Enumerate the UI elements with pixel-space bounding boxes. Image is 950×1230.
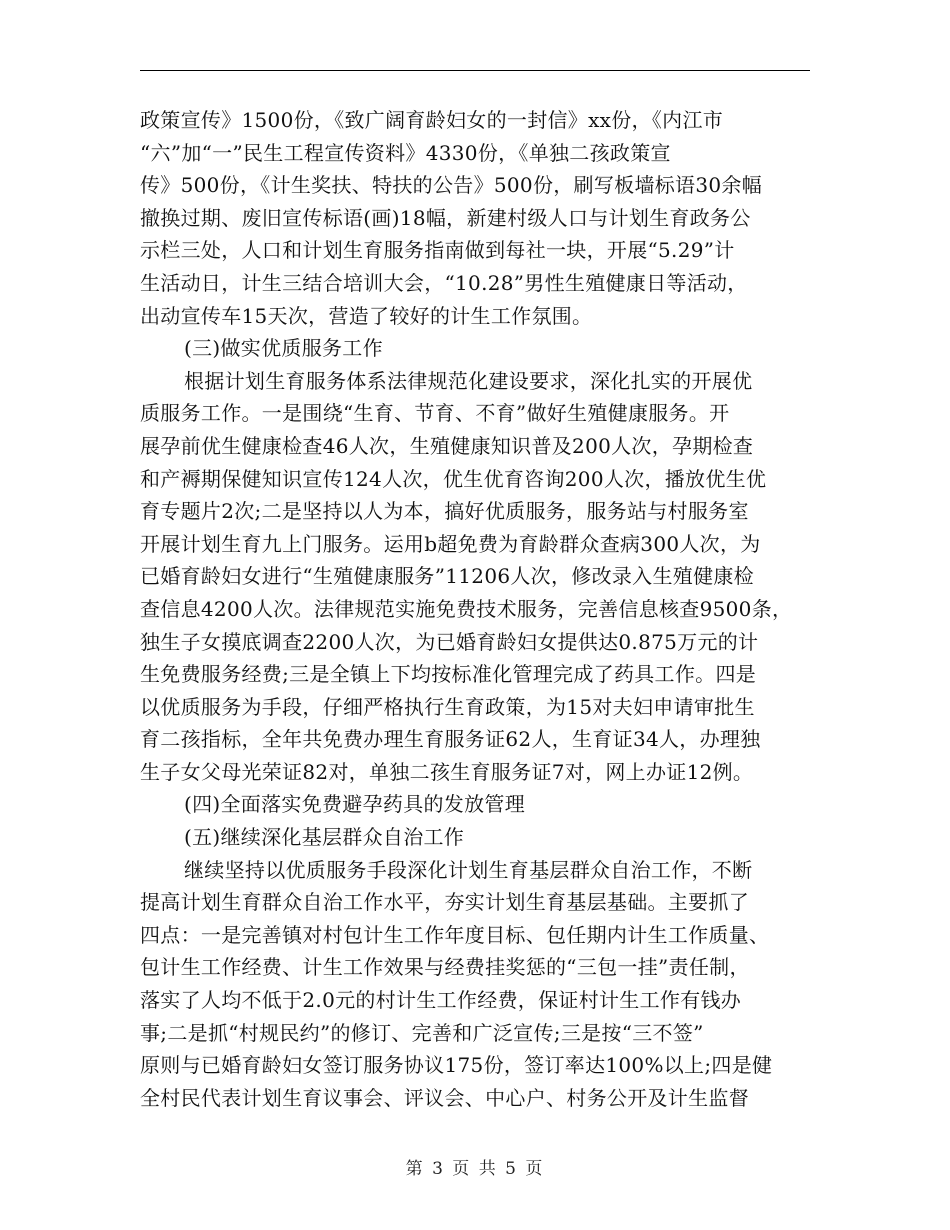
text-line: 生活动日，计生三结合培训大会，“10.28”男性生殖健康日等活动， <box>140 270 748 295</box>
text-line: 事;二是抓“村规民约”的修订、完善和广泛宣传;三是按“三不签” <box>140 1020 704 1045</box>
text-line: 出动宣传车15天次，营造了较好的计生工作氛围。 <box>140 303 593 328</box>
text-line: 已婚育龄妇女进行“生殖健康服务”11206人次，修改录入生殖健康检 <box>140 564 754 589</box>
text-line: 查信息4200人次。法律规范实施免费技术服务，完善信息核查9500条， <box>140 596 793 621</box>
text-line: (五)继续深化基层群众自治工作 <box>184 825 465 850</box>
document-body <box>140 104 815 1114</box>
page-number: 第 3 页 共 5 页 <box>405 1159 545 1179</box>
text-line: 和产褥期保健知识宣传124人次，优生优育咨询200人次，播放优生优 <box>140 466 767 491</box>
text-line: 传》500份，《计生奖扶、特扶的公告》500份，刷写板墙标语30余幅 <box>140 173 762 198</box>
text-line: 育二孩指标，全年共免费办理生育服务证62人，生育证34人，办理独 <box>140 727 761 752</box>
text-line: 质服务工作。一是围绕“生育、节育、不育”做好生殖健康服务。开 <box>140 401 730 426</box>
text-line: 生免费服务经费;三是全镇上下均按标准化管理完成了药具工作。四是 <box>140 662 757 687</box>
text-line: 包计生工作经费、计生工作效果与经费挂奖惩的“三包一挂”责任制， <box>140 955 750 980</box>
text-line: 以优质服务为手段，仔细严格执行生育政策，为15对夫妇申请审批生 <box>140 694 755 719</box>
text-line: 示栏三处，人口和计划生育服务指南做到每社一块，开展“5.29”计 <box>140 238 735 263</box>
text-line: 开展计划生育九上门服务。运用b超免费为育龄群众查病300人次，为 <box>140 531 761 556</box>
text-line: 四点：一是完善镇对村包计生工作年度目标、包任期内计生工作质量、 <box>140 922 770 947</box>
text-line: “六”加“一”民生工程宣传资料》4330份，《单独二孩政策宣 <box>140 140 671 165</box>
text-line: 提高计划生育群众自治工作水平，夯实计划生育基层基础。主要抓了 <box>140 890 749 915</box>
text-line: 全村民代表计划生育议事会、评议会、中心户、村务公开及计生监督 <box>140 1085 749 1110</box>
text-line: 落实了人均不低于2.0元的村计生工作经费，保证村计生工作有钱办 <box>140 988 742 1013</box>
text-line: 根据计划生育服务体系法律规范化建设要求，深化扎实的开展优 <box>184 368 753 393</box>
text-line: (四)全面落实免费避孕药具的发放管理 <box>184 792 526 817</box>
text-line: 生子女父母光荣证82对，单独二孩生育服务证7对，网上办证12例。 <box>140 759 754 784</box>
text-line: 独生子女摸底调查2200人次，为已婚育龄妇女提供达0.875万元的计 <box>140 629 759 654</box>
text-line: (三)做实优质服务工作 <box>184 336 383 361</box>
text-line: 政策宣传》1500份，《致广阔育龄妇女的一封信》xx份，《内江市 <box>140 108 724 132</box>
text-line: 原则与已婚育龄妇女签订服务协议175份，签订率达100%以上;四是健 <box>140 1053 773 1078</box>
text-line: 撤换过期、废旧宣传标语(画)18幅，新建村级人口与计划生育政务公 <box>140 205 751 230</box>
text-line: 展孕前优生健康检查46人次，生殖健康知识普及200人次，孕期检查 <box>140 433 754 458</box>
text-line: 育专题片2次;二是坚持以人为本，搞好优质服务，服务站与村服务室 <box>140 499 749 524</box>
text-line: 继续坚持以优质服务手段深化计划生育基层群众自治工作，不断 <box>184 857 753 882</box>
header-rule <box>140 70 810 71</box>
